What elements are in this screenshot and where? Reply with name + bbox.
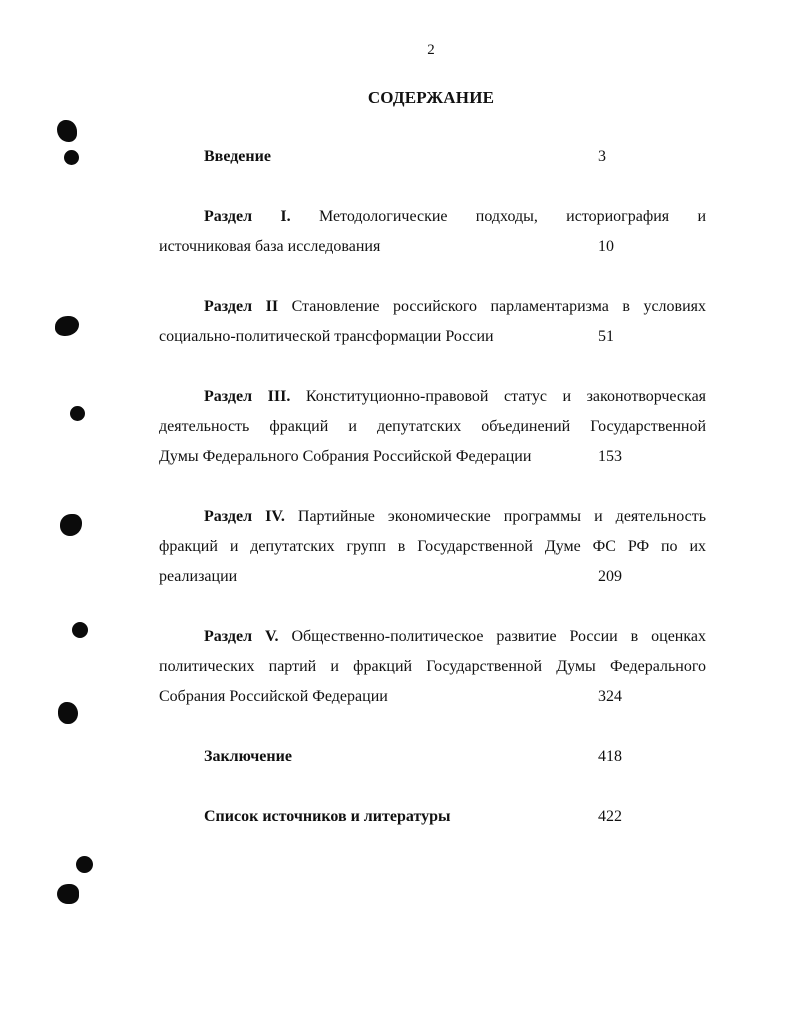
toc-text-line: Общественно-политическое развитие России в оценках	[291, 628, 707, 645]
toc-entry-bibliography[interactable]	[204, 806, 450, 828]
toc-text-line: реализации	[159, 568, 238, 585]
binder-hole-mark	[76, 856, 93, 873]
toc-entry-section-1[interactable]	[204, 206, 706, 228]
toc-text-line: Конституционно-правовой статус и законотворческая	[305, 388, 707, 405]
toc-entry-introduction[interactable]	[204, 146, 271, 168]
toc-label: Раздел III.	[204, 388, 291, 405]
binder-hole-mark	[57, 120, 77, 142]
toc-text-line: политических партий и фракций Государственной Думы Федерального	[159, 658, 706, 675]
toc-text-line: Становление российского парламентаризма в условиях	[291, 298, 707, 315]
toc-text-line: деятельность фракций и депутатских объединений Государственной	[159, 418, 706, 435]
binder-hole-mark	[72, 622, 88, 638]
binder-hole-mark	[70, 406, 85, 421]
toc-text-line: фракций и депутатских групп в Государственной Думе ФС РФ по их	[159, 538, 706, 555]
toc-text-line: Собрания Российской Федерации	[159, 688, 388, 705]
toc-entry-section-2[interactable]	[204, 296, 706, 318]
toc-entry-section-3[interactable]	[204, 386, 706, 408]
toc-page-number: 3	[598, 148, 606, 165]
toc-text-line: Думы Федерального Собрания Российской Федерации	[159, 448, 532, 465]
toc-label: Раздел I.	[204, 208, 291, 225]
toc-label: Введение	[204, 148, 271, 165]
toc-page-number: 153	[598, 448, 622, 465]
toc-page-number: 51	[598, 328, 614, 345]
toc-page-number: 422	[598, 808, 622, 825]
toc-label: Список источников и литературы	[204, 808, 451, 825]
toc-page-number: 209	[598, 568, 622, 585]
toc-label: Раздел IV.	[204, 508, 285, 525]
binder-hole-mark	[58, 702, 78, 724]
binder-hole-mark	[60, 514, 82, 536]
toc-label: Раздел V.	[204, 628, 279, 645]
toc-page-number: 418	[598, 748, 622, 765]
toc-entry-section-4[interactable]	[204, 506, 706, 528]
toc-entry-conclusion[interactable]	[204, 746, 292, 768]
toc-text-line: социально-политической трансформации России	[159, 328, 494, 345]
page-number: 2	[427, 42, 435, 58]
page-title: СОДЕРЖАНИЕ	[367, 88, 495, 107]
toc-page-number: 10	[598, 238, 614, 255]
toc-entry-section-5[interactable]	[204, 626, 706, 648]
toc-text-line: Методологические подходы, историография и	[318, 208, 707, 225]
toc-text-line: Партийные экономические программы и деятельность	[297, 508, 706, 525]
toc-label: Заключение	[204, 748, 292, 765]
toc-text-line: источниковая база исследования	[159, 238, 381, 255]
toc-page-number: 324	[598, 688, 622, 705]
binder-hole-mark	[64, 150, 79, 165]
binder-hole-mark	[55, 316, 79, 336]
binder-hole-mark	[57, 884, 79, 904]
toc-label: Раздел II	[204, 298, 279, 315]
